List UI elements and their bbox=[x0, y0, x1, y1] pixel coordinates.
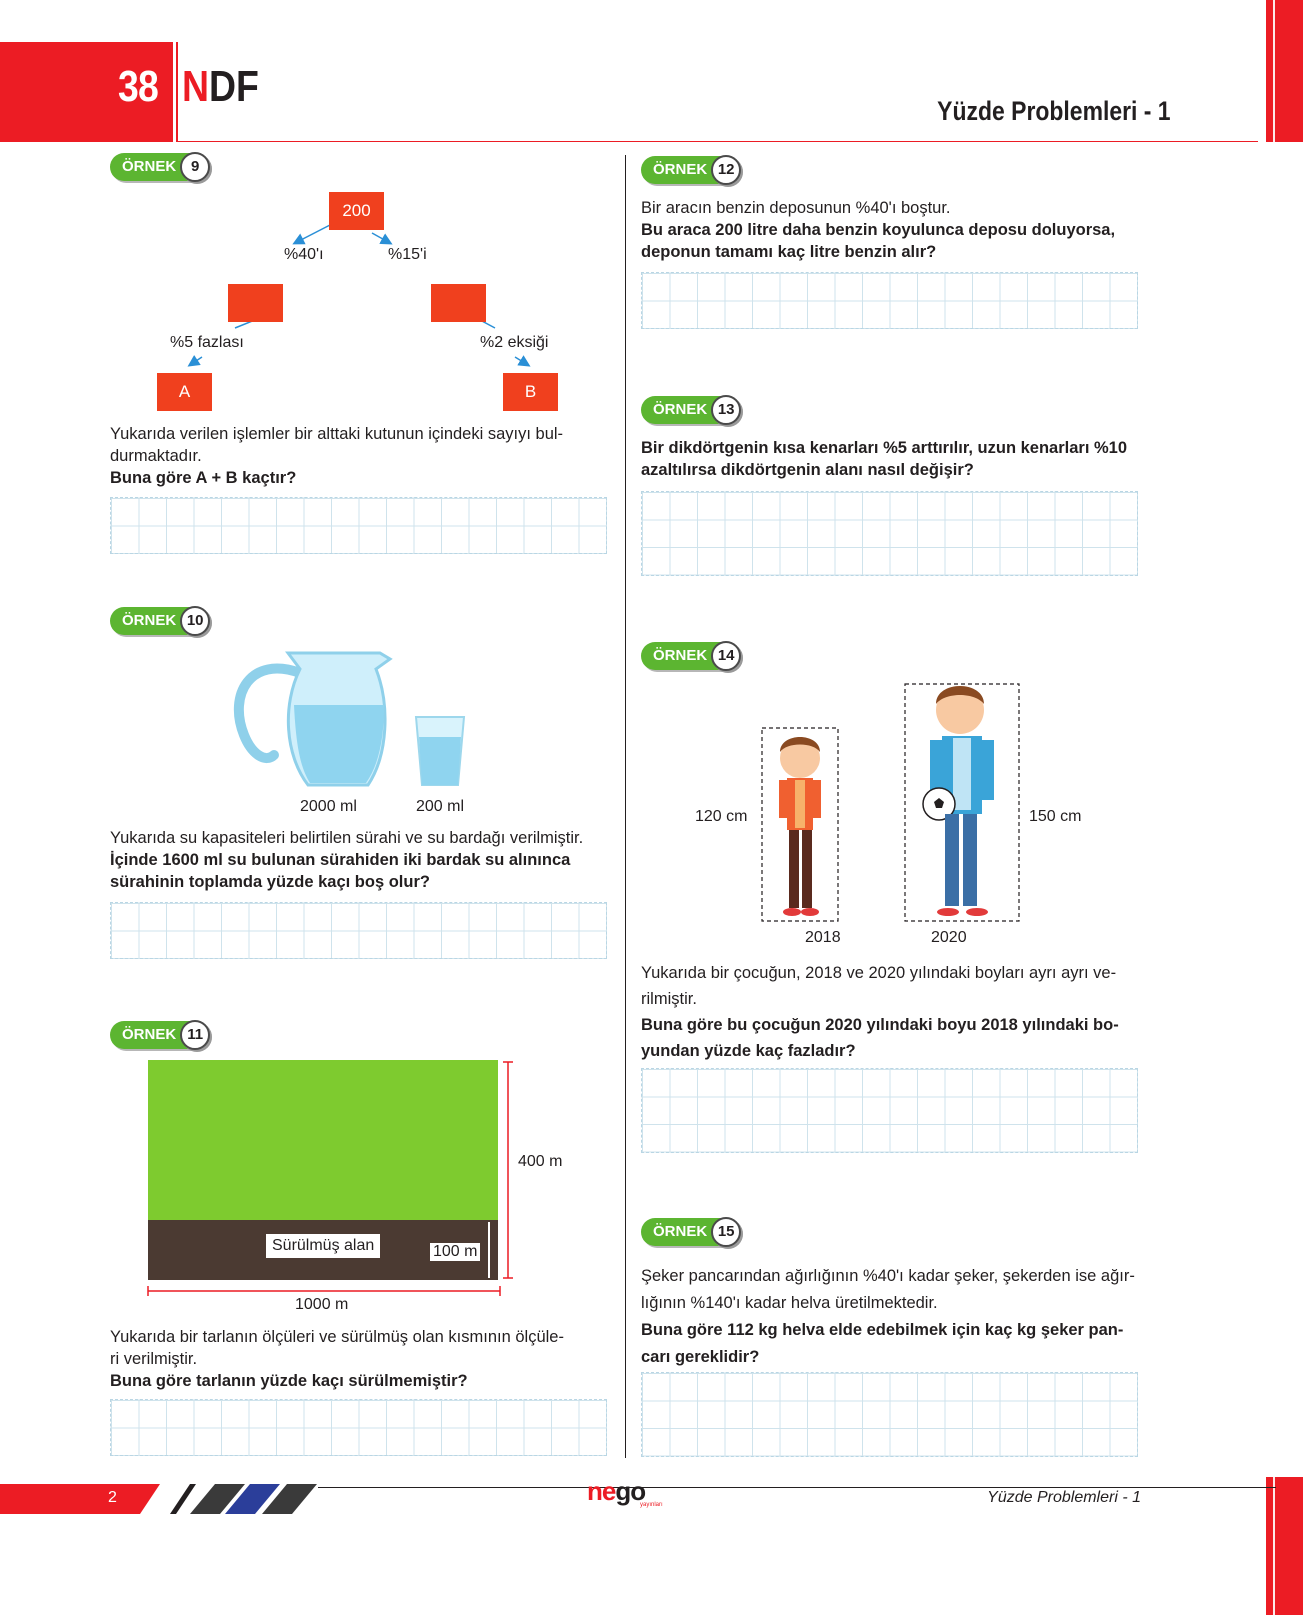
child-height-illustration bbox=[755, 680, 1030, 925]
box-b: B bbox=[503, 373, 558, 411]
q15-text: Şeker pancarından ağırlığının %40'ı kadar şeker, şekerden ise ağır- lığının %140'ı kadar helva üretilmektedir. Buna göre 112 kg helva elde edebilmek için kaç kg şeker pan- carı gereklidir? bbox=[641, 1267, 1135, 1366]
q15-work-grid bbox=[641, 1372, 1138, 1457]
water-jug-and-glass bbox=[230, 645, 480, 795]
field-width-label: 1000 m bbox=[295, 1296, 349, 1313]
ornek-badge-14: ÖRNEK 14 bbox=[641, 641, 741, 671]
q11-work-grid bbox=[110, 1399, 607, 1456]
header-rule bbox=[178, 141, 1258, 142]
field-height-label: 400 m bbox=[518, 1153, 563, 1170]
glass-capacity-label: 200 ml bbox=[416, 798, 465, 815]
year-2018-label: 2018 bbox=[805, 929, 841, 946]
plowed-area-label: Sürülmüş alan bbox=[266, 1234, 380, 1258]
plowed-height-label: 100 m bbox=[430, 1243, 480, 1261]
ornek-badge-9: ÖRNEK 9 bbox=[110, 152, 210, 182]
brand-name: NDF bbox=[182, 62, 259, 111]
jug-capacity-label: 2000 ml bbox=[300, 798, 357, 815]
q13-work-grid bbox=[641, 491, 1138, 576]
column-divider bbox=[625, 155, 626, 1458]
ornek-badge-11: ÖRNEK 11 bbox=[110, 1020, 210, 1050]
test-number: 38 bbox=[118, 62, 158, 111]
diagram-left-box bbox=[228, 284, 283, 322]
q11-text: Yukarıda bir tarlanın ölçüleri ve sürülmüş olan kısmının ölçüle- ri verilmiştir. Buna göre tarlanın yüzde kaçı sürülmemiştir? bbox=[110, 1328, 564, 1390]
footer-title: Yüzde Problemleri - 1 bbox=[987, 1489, 1141, 1506]
footer-stripes bbox=[0, 1480, 330, 1520]
ornek-badge-12: ÖRNEK 12 bbox=[641, 155, 741, 185]
footer-rule bbox=[318, 1487, 1276, 1488]
side-stripe-top bbox=[1266, 0, 1303, 142]
page-title: Yüzde Problemleri - 1 bbox=[937, 96, 1171, 126]
field-dimension-lines bbox=[140, 1058, 520, 1298]
year-2020-label: 2020 bbox=[931, 929, 967, 946]
height-2020-label: 150 cm bbox=[1029, 808, 1082, 825]
q13-text: Bir dikdörtgenin kısa kenarları %5 arttırılır, uzun kenarları %10 azaltılırsa dikdörtgenin alanı nasıl değişir? bbox=[641, 439, 1128, 479]
left-percent-label: %40'ı bbox=[284, 246, 324, 263]
ornek-badge-15: ÖRNEK 15 bbox=[641, 1217, 741, 1247]
q10-text: Yukarıda su kapasiteleri belirtilen sürahi ve su bardağı verilmiştir. İçinde 1600 ml su bulunan sürahiden iki bardak su alınınca sürahinin toplamda yüzde kaçı boş olur? bbox=[110, 829, 584, 891]
page-number: 2 bbox=[108, 1489, 117, 1506]
left-operation-label: %5 fazlası bbox=[170, 334, 244, 351]
q9-text: Yukarıda verilen işlemler bir alttaki kutunun içindeki sayıyı bul- durmaktadır. Buna göre A + B kaçtır? bbox=[110, 425, 564, 487]
height-2018-label: 120 cm bbox=[695, 808, 748, 825]
right-percent-label: %15'i bbox=[388, 246, 427, 263]
q12-work-grid bbox=[641, 272, 1138, 329]
ornek-badge-10: ÖRNEK 10 bbox=[110, 606, 210, 636]
q9-work-grid bbox=[110, 497, 607, 554]
q10-work-grid bbox=[110, 902, 607, 959]
q12-text: Bir aracın benzin deposunun %40'ı boştur. Bu araca 200 litre daha benzin koyulunca deposu doluyorsa, deponun tamamı kaç litre benzin alır? bbox=[641, 199, 1116, 261]
header-divider bbox=[176, 42, 178, 142]
diagram-top-box: 200 bbox=[329, 192, 384, 230]
diagram-right-box bbox=[431, 284, 486, 322]
right-operation-label: %2 eksiği bbox=[480, 334, 549, 351]
q14-work-grid bbox=[641, 1068, 1138, 1153]
box-a: A bbox=[157, 373, 212, 411]
ornek-badge-13: ÖRNEK 13 bbox=[641, 395, 741, 425]
publisher-logo-subtitle: yayınları bbox=[640, 1502, 663, 1508]
publisher-logo: nego bbox=[587, 1476, 646, 1506]
side-stripe-bottom bbox=[1266, 1477, 1303, 1615]
q14-text: Yukarıda bir çocuğun, 2018 ve 2020 yılındaki boyları ayrı ayrı ve- rilmiştir. Buna göre bu çocuğun 2020 yılındaki boyu 2018 yılındaki bo- yundan yüzde kaç fazladır? bbox=[641, 964, 1119, 1060]
